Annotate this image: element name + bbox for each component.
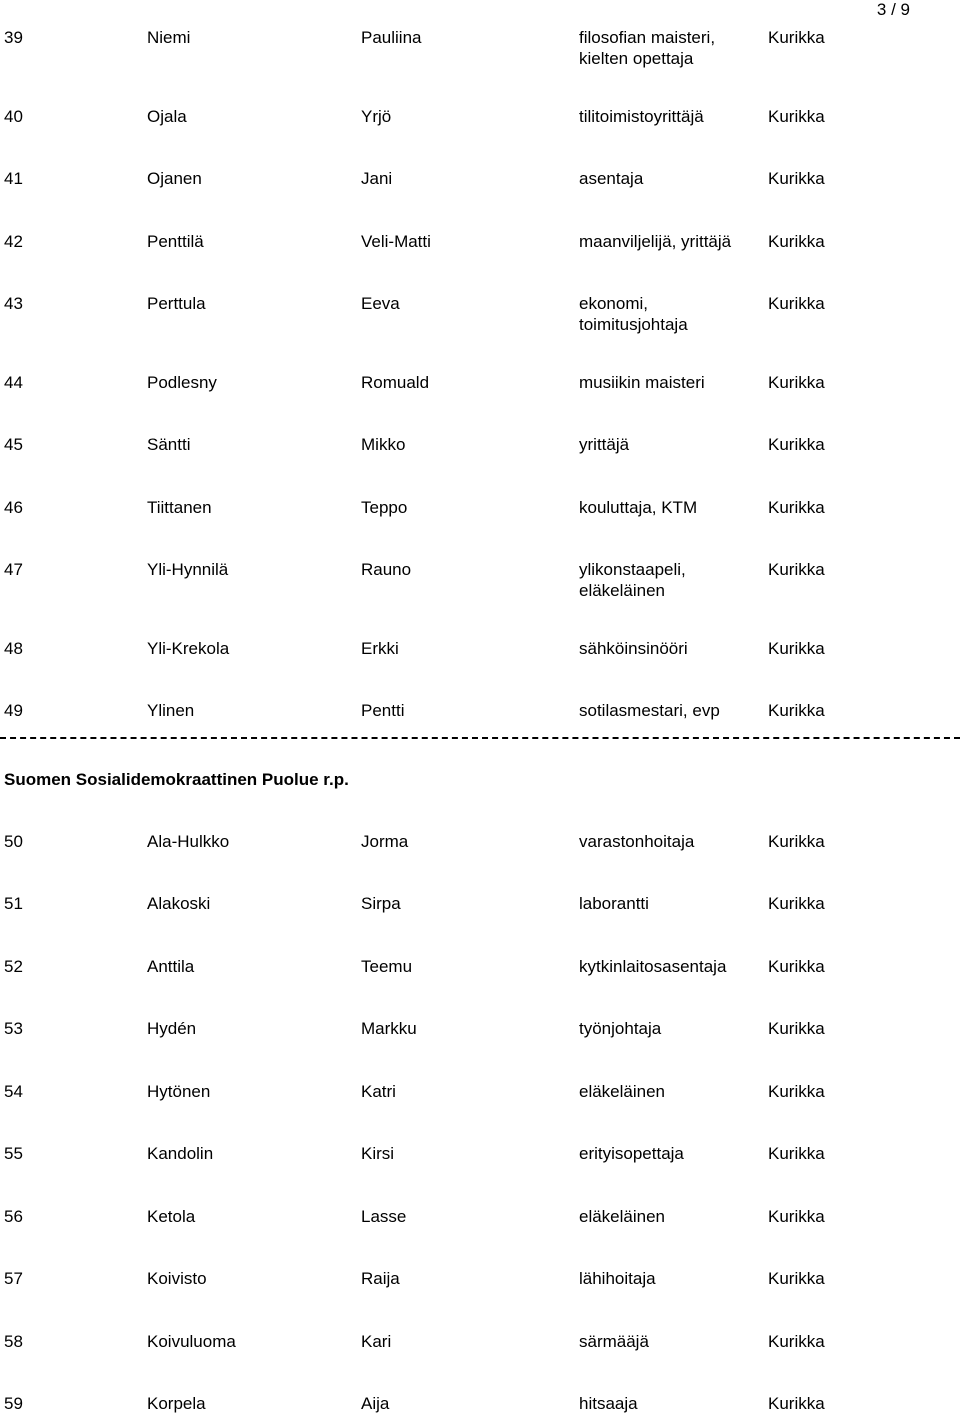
candidate-municipality: Kurikka bbox=[768, 107, 825, 126]
occupation-line: eläkeläinen bbox=[579, 1207, 666, 1226]
candidate-last-name: Hytönen bbox=[147, 1082, 211, 1101]
candidate-municipality: Kurikka bbox=[768, 1394, 825, 1413]
candidate-first-name: Erkki bbox=[361, 639, 399, 658]
candidate-last-name: Tiittanen bbox=[147, 498, 212, 517]
party-heading: Suomen Sosialidemokraattinen Puolue r.p. bbox=[4, 770, 349, 789]
candidate-last-name: Koivuluoma bbox=[147, 1332, 236, 1351]
candidate-number: 41 bbox=[4, 169, 23, 188]
candidate-municipality: Kurikka bbox=[768, 498, 825, 517]
candidate-last-name: Koivisto bbox=[147, 1269, 207, 1288]
candidate-municipality: Kurikka bbox=[768, 1144, 825, 1163]
candidate-municipality: Kurikka bbox=[768, 373, 825, 392]
candidate-first-name: Katri bbox=[361, 1082, 396, 1101]
candidate-first-name: Rauno bbox=[361, 560, 412, 579]
candidate-first-name: Mikko bbox=[361, 435, 406, 454]
occupation-line: erityisopettaja bbox=[579, 1144, 684, 1163]
candidate-occupation bbox=[579, 106, 704, 127]
candidate-municipality: Kurikka bbox=[768, 894, 825, 913]
candidate-municipality: Kurikka bbox=[768, 832, 825, 851]
candidate-municipality: Kurikka bbox=[768, 639, 825, 658]
candidate-occupation bbox=[579, 434, 629, 455]
candidate-number: 58 bbox=[4, 1332, 23, 1351]
candidate-number: 57 bbox=[4, 1269, 23, 1288]
candidate-occupation bbox=[579, 1331, 649, 1352]
candidate-last-name: Ylinen bbox=[147, 701, 195, 720]
candidate-municipality: Kurikka bbox=[768, 1332, 825, 1351]
candidate-occupation bbox=[579, 956, 726, 977]
candidate-number: 39 bbox=[4, 28, 23, 47]
occupation-line: eläkeläinen bbox=[579, 1082, 666, 1101]
candidate-municipality: Kurikka bbox=[768, 28, 825, 47]
candidate-last-name: Kandolin bbox=[147, 1144, 214, 1163]
occupation-line: laborantti bbox=[579, 894, 649, 913]
candidate-occupation bbox=[579, 1018, 661, 1039]
candidate-occupation bbox=[579, 27, 715, 69]
candidate-first-name: Eeva bbox=[361, 294, 400, 313]
candidate-number: 46 bbox=[4, 498, 23, 517]
candidate-first-name: Aija bbox=[361, 1394, 390, 1413]
candidate-municipality: Kurikka bbox=[768, 1019, 825, 1038]
occupation-line: lähihoitaja bbox=[579, 1269, 656, 1288]
candidate-first-name: Teppo bbox=[361, 498, 408, 517]
candidate-first-name: Jorma bbox=[361, 832, 409, 851]
candidate-occupation bbox=[579, 1143, 684, 1164]
occupation-line: toimitusjohtaja bbox=[579, 315, 688, 334]
candidate-municipality: Kurikka bbox=[768, 435, 825, 454]
candidate-number: 42 bbox=[4, 232, 23, 251]
candidate-number: 40 bbox=[4, 107, 23, 126]
occupation-line: kouluttaja, KTM bbox=[579, 498, 698, 517]
section-divider bbox=[0, 737, 960, 739]
candidate-occupation bbox=[579, 1393, 638, 1414]
page-number: 3 / 9 bbox=[876, 0, 910, 19]
candidate-number: 45 bbox=[4, 435, 23, 454]
candidate-last-name: Podlesny bbox=[147, 373, 217, 392]
candidate-first-name: Kirsi bbox=[361, 1144, 395, 1163]
candidate-number: 59 bbox=[4, 1394, 23, 1413]
candidate-number: 49 bbox=[4, 701, 23, 720]
candidate-first-name: Teemu bbox=[361, 957, 413, 976]
candidate-municipality: Kurikka bbox=[768, 294, 825, 313]
candidate-first-name: Pauliina bbox=[361, 28, 422, 47]
candidate-occupation bbox=[579, 372, 705, 393]
candidate-occupation bbox=[579, 700, 720, 721]
candidate-occupation bbox=[579, 831, 694, 852]
candidate-municipality: Kurikka bbox=[768, 1269, 825, 1288]
occupation-line: yrittäjä bbox=[579, 435, 630, 454]
candidate-last-name: Perttula bbox=[147, 294, 206, 313]
candidate-first-name: Pentti bbox=[361, 701, 405, 720]
occupation-line: särmääjä bbox=[579, 1332, 649, 1351]
candidate-last-name: Ojanen bbox=[147, 169, 202, 188]
occupation-line: ekonomi, bbox=[579, 294, 648, 313]
candidate-last-name: Ketola bbox=[147, 1207, 196, 1226]
candidate-occupation bbox=[579, 1268, 656, 1289]
candidate-municipality: Kurikka bbox=[768, 957, 825, 976]
candidate-occupation bbox=[579, 497, 697, 518]
candidate-last-name: Anttila bbox=[147, 957, 195, 976]
occupation-line: musiikin maisteri bbox=[579, 373, 705, 392]
candidate-number: 55 bbox=[4, 1144, 23, 1163]
candidate-occupation bbox=[579, 638, 688, 659]
candidate-number: 48 bbox=[4, 639, 23, 658]
candidate-last-name: Penttilä bbox=[147, 232, 204, 251]
candidate-occupation bbox=[579, 1081, 665, 1102]
occupation-line: kielten opettaja bbox=[579, 49, 694, 68]
occupation-line: ylikonstaapeli, bbox=[579, 560, 686, 579]
candidate-occupation bbox=[579, 559, 686, 601]
candidate-occupation bbox=[579, 1206, 665, 1227]
candidate-number: 53 bbox=[4, 1019, 23, 1038]
candidate-last-name: Yli-Krekola bbox=[147, 639, 230, 658]
candidate-number: 44 bbox=[4, 373, 23, 392]
candidate-last-name: Alakoski bbox=[147, 894, 211, 913]
candidate-municipality: Kurikka bbox=[768, 1207, 825, 1226]
candidate-municipality: Kurikka bbox=[768, 560, 825, 579]
candidate-number: 47 bbox=[4, 560, 23, 579]
occupation-line: maanviljelijä, yrittäjä bbox=[579, 232, 732, 251]
candidate-last-name: Ala-Hulkko bbox=[147, 832, 230, 851]
occupation-line: työnjohtaja bbox=[579, 1019, 662, 1038]
candidate-first-name: Veli-Matti bbox=[361, 232, 431, 251]
candidate-first-name: Sirpa bbox=[361, 894, 401, 913]
candidate-first-name: Jani bbox=[361, 169, 393, 188]
occupation-line: asentaja bbox=[579, 169, 644, 188]
candidate-number: 43 bbox=[4, 294, 23, 313]
candidate-occupation bbox=[579, 231, 731, 252]
candidate-first-name: Yrjö bbox=[361, 107, 392, 126]
candidate-first-name: Raija bbox=[361, 1269, 400, 1288]
candidate-last-name: Ojala bbox=[147, 107, 187, 126]
occupation-line: filosofian maisteri, bbox=[579, 28, 716, 47]
occupation-line: varastonhoitaja bbox=[579, 832, 695, 851]
candidate-occupation bbox=[579, 168, 643, 189]
candidate-last-name: Yli-Hynnilä bbox=[147, 560, 229, 579]
candidate-municipality: Kurikka bbox=[768, 1082, 825, 1101]
candidate-last-name: Säntti bbox=[147, 435, 191, 454]
candidate-number: 54 bbox=[4, 1082, 23, 1101]
candidate-first-name: Markku bbox=[361, 1019, 417, 1038]
candidate-first-name: Lasse bbox=[361, 1207, 407, 1226]
candidate-municipality: Kurikka bbox=[768, 701, 825, 720]
candidate-number: 50 bbox=[4, 832, 23, 851]
occupation-line: sotilasmestari, evp bbox=[579, 701, 720, 720]
candidate-first-name: Romuald bbox=[361, 373, 430, 392]
candidate-occupation bbox=[579, 293, 688, 335]
candidate-municipality: Kurikka bbox=[768, 232, 825, 251]
occupation-line: hitsaaja bbox=[579, 1394, 638, 1413]
candidate-number: 52 bbox=[4, 957, 23, 976]
occupation-line: eläkeläinen bbox=[579, 581, 666, 600]
candidate-occupation bbox=[579, 893, 649, 914]
candidate-number: 56 bbox=[4, 1207, 23, 1226]
occupation-line: sähköinsinööri bbox=[579, 639, 688, 658]
candidate-municipality: Kurikka bbox=[768, 169, 825, 188]
candidate-first-name: Kari bbox=[361, 1332, 392, 1351]
candidate-last-name: Niemi bbox=[147, 28, 191, 47]
candidate-number: 51 bbox=[4, 894, 23, 913]
occupation-line: tilitoimistoyrittäjä bbox=[579, 107, 704, 126]
occupation-line: kytkinlaitosasentaja bbox=[579, 957, 727, 976]
candidate-last-name: Hydén bbox=[147, 1019, 197, 1038]
candidate-last-name: Korpela bbox=[147, 1394, 206, 1413]
